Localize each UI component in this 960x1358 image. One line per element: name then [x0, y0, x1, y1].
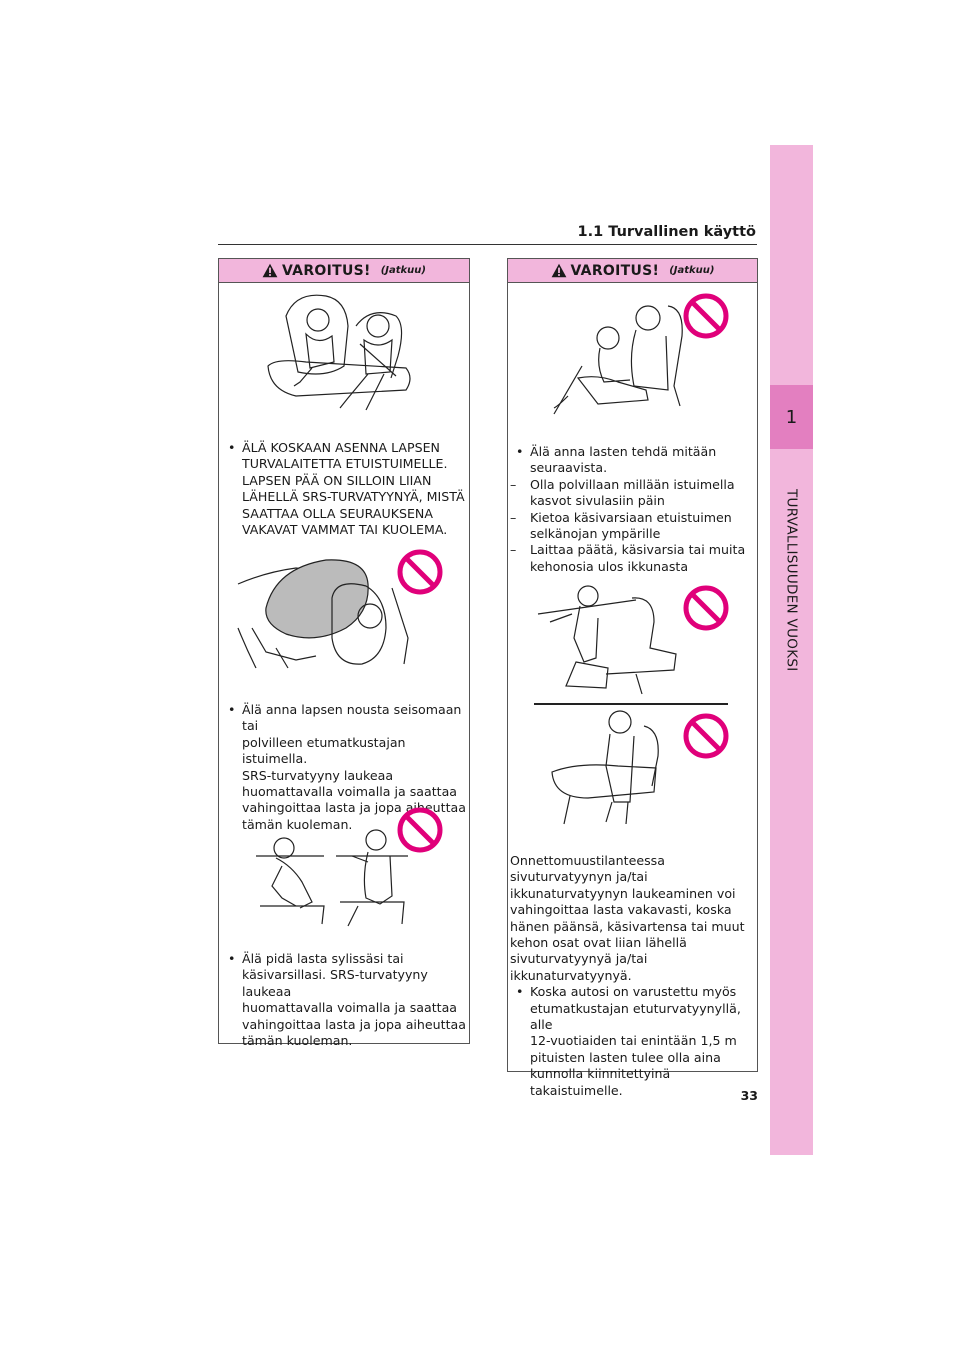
right-bullet-1: • Älä anna lasten tehdä mitään seuraavista. – Olla polvillaan millään istuimella kasvot sivulasiin päin – Kietoa käsivarsiaan etuistuimen selkänojan ympärille – Laittaa päätä, käsivarsia tai muita kehonosia ulos ikkunasta	[510, 444, 746, 574]
illustration-divider	[534, 703, 728, 705]
child-arms-around-seat-illustration	[548, 706, 678, 830]
children-on-seat-illustration	[252, 826, 412, 930]
header-rule	[218, 244, 757, 245]
warning-label: VAROITUS!	[282, 262, 371, 279]
chapter-title: TURVALLISUUDEN VUOKSI	[783, 488, 800, 672]
right-paragraph: Onnettomuustilanteessa sivuturvatyynyn ja/tai ikkunaturvatyynyn laukeaminen voi vahingoittaa lasta vakavasti, koska hänen päänsä, käsivartensa tai muut kehon osat ovat liian lähellä sivuturvatyynyä ja/tai ikkunaturvatyynyä. • Koska autosi on varustettu myös etumatkustajan etuturvatyynyllä, alle 12-vuotiaiden tai enintään 1,5 m pituisten lasten tulee olla aina kunnolla kiinnitettyinä takaistuimelle.	[510, 853, 745, 1098]
chapter-number-box[interactable]	[770, 385, 813, 449]
child-seat-illustration	[256, 286, 416, 416]
warning-triangle-icon	[551, 263, 567, 278]
section-title: 1.1 Turvallinen käyttö	[577, 224, 756, 240]
warning-label: VAROITUS!	[570, 262, 660, 279]
left-bullet-2: • Älä anna lapsen nousta seisomaan tai polvilleen etumatkustajan istuimella. SRS-turvatyyny laukeaa huomattavalla voimalla ja saattaa vahingoittaa lasta ja jopa aiheuttaa tämän kuoleman.	[228, 702, 466, 832]
page-number: 33	[740, 1088, 758, 1103]
prohibition-icon	[682, 292, 730, 340]
warning-continued: (Jatkuu)	[380, 265, 426, 276]
warning-triangle-icon	[262, 263, 278, 278]
prohibition-icon	[396, 806, 444, 854]
child-kneeling-illustration	[536, 578, 686, 698]
left-bullet-3: • Älä pidä lasta sylissäsi tai käsivarsillasi. SRS-turvatyyny laukeaa huomattavalla voimalla ja saattaa vahingoittaa lasta ja jopa aiheuttaa tämän kuoleman.	[228, 951, 466, 1049]
chapter-number: 1	[785, 406, 798, 428]
prohibition-icon	[682, 712, 730, 760]
child-on-lap-illustration	[548, 296, 698, 416]
chapter-title-area	[770, 460, 813, 700]
warning-header	[508, 259, 757, 283]
prohibition-icon	[396, 548, 444, 596]
warning-continued: (Jatkuu)	[669, 265, 715, 276]
prohibition-icon	[682, 584, 730, 632]
warning-header	[219, 259, 469, 283]
left-bullet-1: • ÄLÄ KOSKAAN ASENNA LAPSEN TURVALAITETTA ETUISTUIMELLE. LAPSEN PÄÄ ON SILLOIN LIIAN LÄHELLÄ SRS-TURVATYYNYÄ, MISTÄ SAATTAA OLLA SEURAUKSENA VAKAVAT VAMMAT TAI KUOLEMA.	[228, 440, 465, 538]
